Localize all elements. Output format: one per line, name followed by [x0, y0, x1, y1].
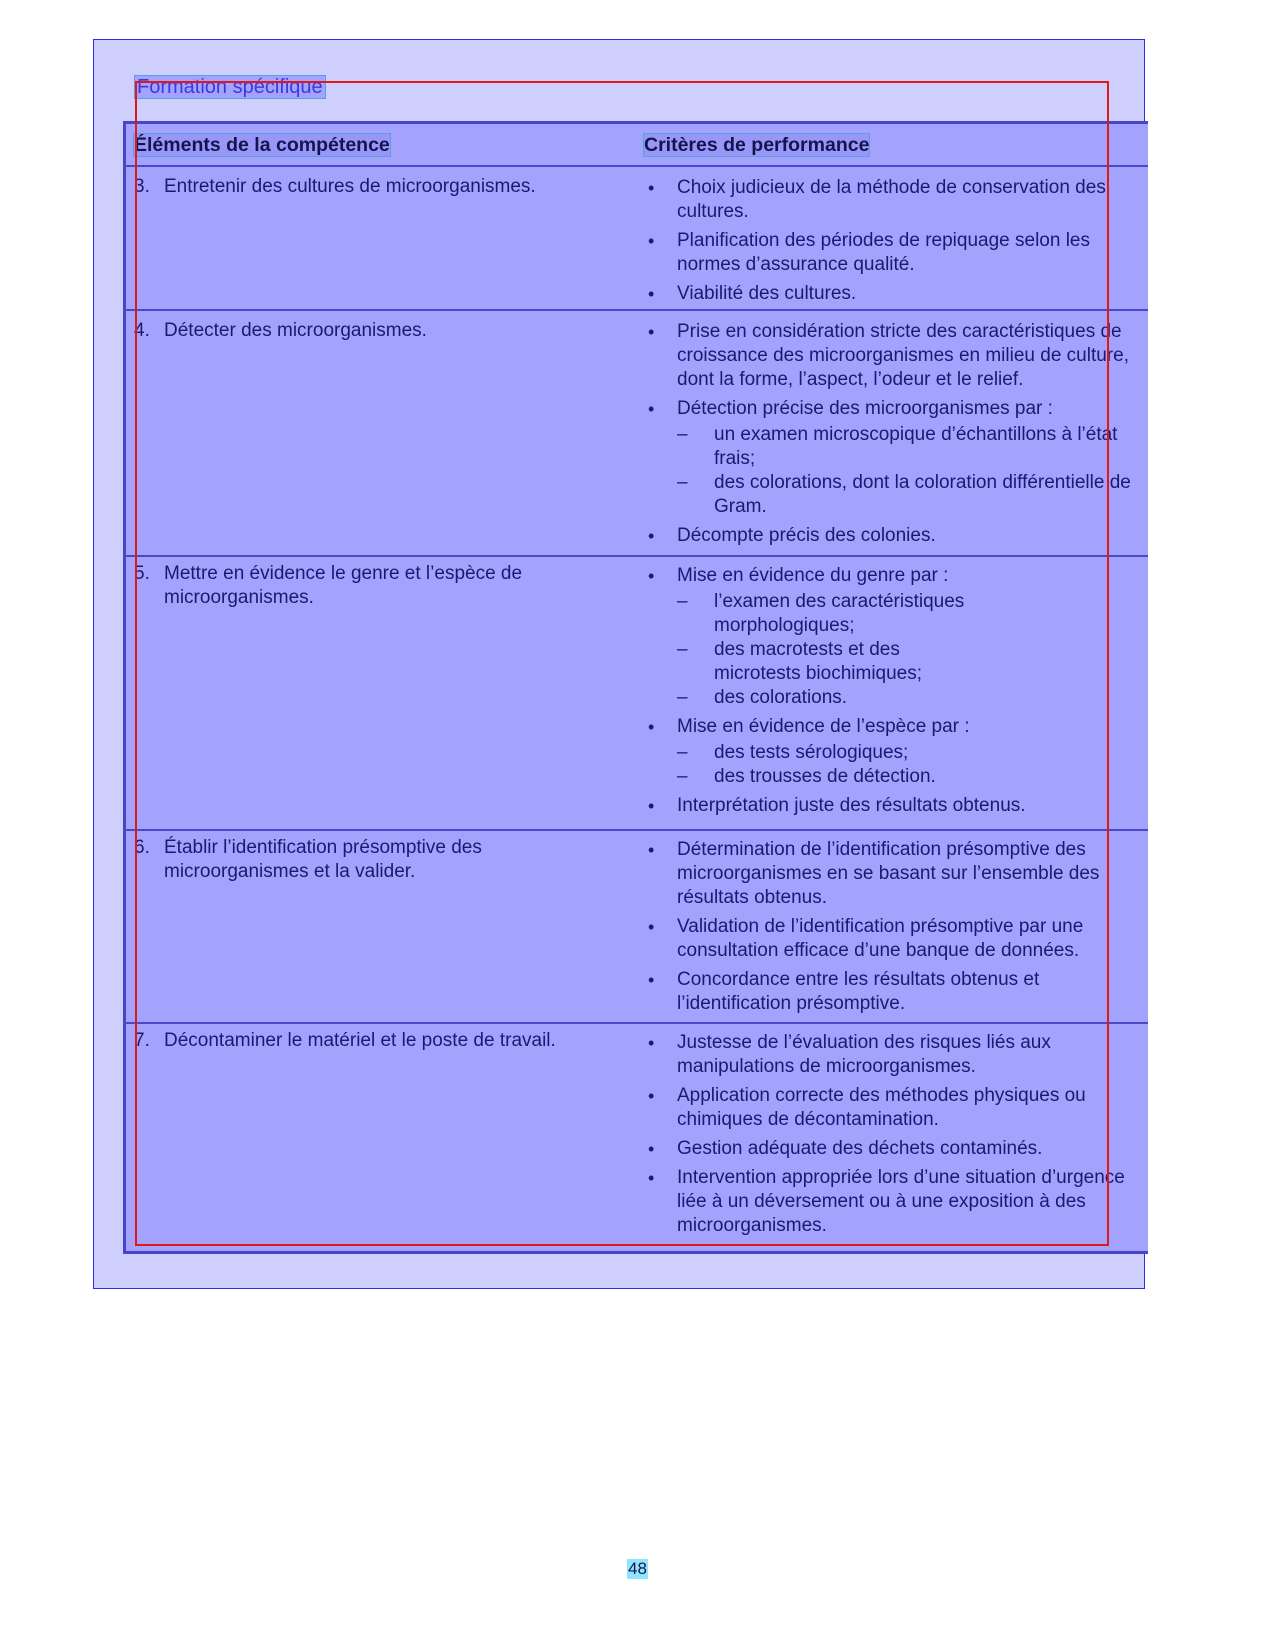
- bullet-icon: [648, 968, 662, 993]
- criterion-item: [648, 524, 1143, 548]
- criterion-text: Prise en considération stricte des caractéristiques de croissance des microorganismes en milieu de culture, dont la forme, l’aspect, l’odeur et le relief.: [677, 321, 1129, 390]
- bullet-icon: [648, 564, 662, 589]
- sub-criterion-item: [648, 471, 1143, 519]
- criteria-list: [648, 176, 1143, 306]
- criterion-text: Détection précise des microorganismes par :: [677, 398, 1053, 419]
- dash-icon: –: [677, 742, 688, 763]
- page-number: 48: [628, 1559, 647, 1578]
- criterion-item: [648, 320, 1143, 392]
- sub-criterion-item: [648, 590, 988, 638]
- criterion-text: Décompte précis des colonies.: [677, 525, 936, 546]
- row-divider: [124, 1022, 1148, 1024]
- dash-icon: –: [677, 591, 688, 612]
- criterion-text: Concordance entre les résultats obtenus et l’identification présomptive.: [677, 969, 1040, 1014]
- criterion-text: Viabilité des cultures.: [677, 283, 857, 304]
- bullet-icon: [648, 1031, 662, 1056]
- sub-criterion-item: [648, 686, 1143, 710]
- criterion-item: [648, 715, 1143, 739]
- bullet-icon: [648, 397, 662, 422]
- bullet-icon: [648, 715, 662, 740]
- element-text: Entretenir des cultures de microorganismes.: [164, 176, 536, 197]
- criterion-text: Validation de l’identification présomptive par une consultation efficace d’une banque de données.: [677, 916, 1084, 961]
- element-text: Mettre en évidence le genre et l’espèce de microorganismes.: [164, 563, 523, 608]
- element-text: Détecter des microorganismes.: [164, 320, 427, 341]
- element-text: Établir l’identification présomptive des microorganismes et la valider.: [164, 837, 482, 882]
- criterion-item: [648, 1137, 1143, 1161]
- criterion-text: Gestion adéquate des déchets contaminés.: [677, 1138, 1043, 1159]
- criterion-text: Mise en évidence du genre par :: [677, 565, 949, 586]
- section-title: Formation spécifique: [134, 75, 326, 99]
- criterion-text: Choix judicieux de la méthode de conservation des cultures.: [677, 177, 1106, 222]
- criteria-list: [648, 320, 1143, 548]
- sub-criterion-text: l’examen des caractéristiques morphologiques;: [714, 591, 965, 636]
- criterion-text: Planification des périodes de repiquage selon les normes d’assurance qualité.: [677, 230, 1090, 275]
- criteria-list: [648, 1031, 1143, 1238]
- criterion-text: Mise en évidence de l’espèce par :: [677, 716, 970, 737]
- sub-criterion-item: [648, 638, 988, 686]
- dash-icon: –: [677, 472, 688, 493]
- bullet-icon: [648, 1084, 662, 1109]
- sub-criterion-text: des tests sérologiques;: [714, 742, 909, 763]
- bullet-icon: [648, 838, 662, 863]
- criterion-item: [648, 397, 1143, 421]
- criterion-item: [648, 176, 1143, 224]
- header-divider: [124, 165, 1148, 167]
- sub-criterion-text: un examen microscopique d’échantillons à l’état frais;: [714, 424, 1118, 469]
- header-criteres: Critères de performance: [644, 134, 870, 156]
- dash-icon: –: [677, 424, 688, 445]
- sub-criterion-text: des trousses de détection.: [714, 766, 936, 787]
- dash-icon: –: [677, 766, 688, 787]
- sub-criterion-text: des colorations, dont la coloration différentielle de Gram.: [714, 472, 1131, 517]
- header-elements: Éléments de la compétence: [134, 134, 390, 156]
- bullet-icon: [648, 320, 662, 345]
- element-number: 3.: [134, 176, 150, 197]
- sub-criterion-item: [648, 423, 1143, 471]
- criterion-item: [648, 1084, 1143, 1132]
- sub-criterion-text: des macrotests et des microtests biochimiques;: [714, 639, 923, 684]
- criterion-item: [648, 282, 1143, 306]
- criterion-text: Détermination de l’identification présomptive des microorganismes en se basant sur l’ensemble des résultats obtenus.: [677, 839, 1100, 908]
- bullet-icon: [648, 1166, 662, 1191]
- criterion-text: Interprétation juste des résultats obtenus.: [677, 795, 1026, 816]
- dash-icon: –: [677, 687, 688, 708]
- criteria-list: [648, 838, 1143, 1016]
- element-number: 7.: [134, 1030, 150, 1051]
- sub-criterion-item: [648, 741, 1143, 765]
- criterion-item: [648, 564, 1143, 588]
- criterion-text: Justesse de l’évaluation des risques liés aux manipulations de microorganismes.: [677, 1032, 1051, 1077]
- bullet-icon: [648, 229, 662, 254]
- criteria-list: [648, 564, 1143, 818]
- row-divider: [124, 309, 1148, 311]
- criterion-item: [648, 794, 1143, 818]
- element-number: 5.: [134, 563, 150, 584]
- criterion-item: [648, 838, 1143, 910]
- bullet-icon: [648, 282, 662, 307]
- sub-criterion-item: [648, 765, 1143, 789]
- bullet-icon: [648, 915, 662, 940]
- criterion-text: Application correcte des méthodes physiques ou chimiques de décontamination.: [677, 1085, 1086, 1130]
- bullet-icon: [648, 524, 662, 549]
- element-number: 4.: [134, 320, 150, 341]
- bullet-icon: [648, 794, 662, 819]
- criterion-text: Intervention appropriée lors d’une situation d’urgence liée à un déversement ou à une exposition à des microorganismes.: [677, 1167, 1125, 1236]
- row-divider: [124, 829, 1148, 831]
- criterion-item: [648, 1031, 1143, 1079]
- dash-icon: –: [677, 639, 688, 660]
- element-number: 6.: [134, 837, 150, 858]
- criterion-item: [648, 1166, 1143, 1238]
- sub-criterion-text: des colorations.: [714, 687, 848, 708]
- row-divider: [124, 555, 1148, 557]
- bullet-icon: [648, 176, 662, 201]
- criterion-item: [648, 968, 1143, 1016]
- bullet-icon: [648, 1137, 662, 1162]
- criterion-item: [648, 229, 1143, 277]
- criterion-item: [648, 915, 1143, 963]
- element-text: Décontaminer le matériel et le poste de travail.: [164, 1030, 556, 1051]
